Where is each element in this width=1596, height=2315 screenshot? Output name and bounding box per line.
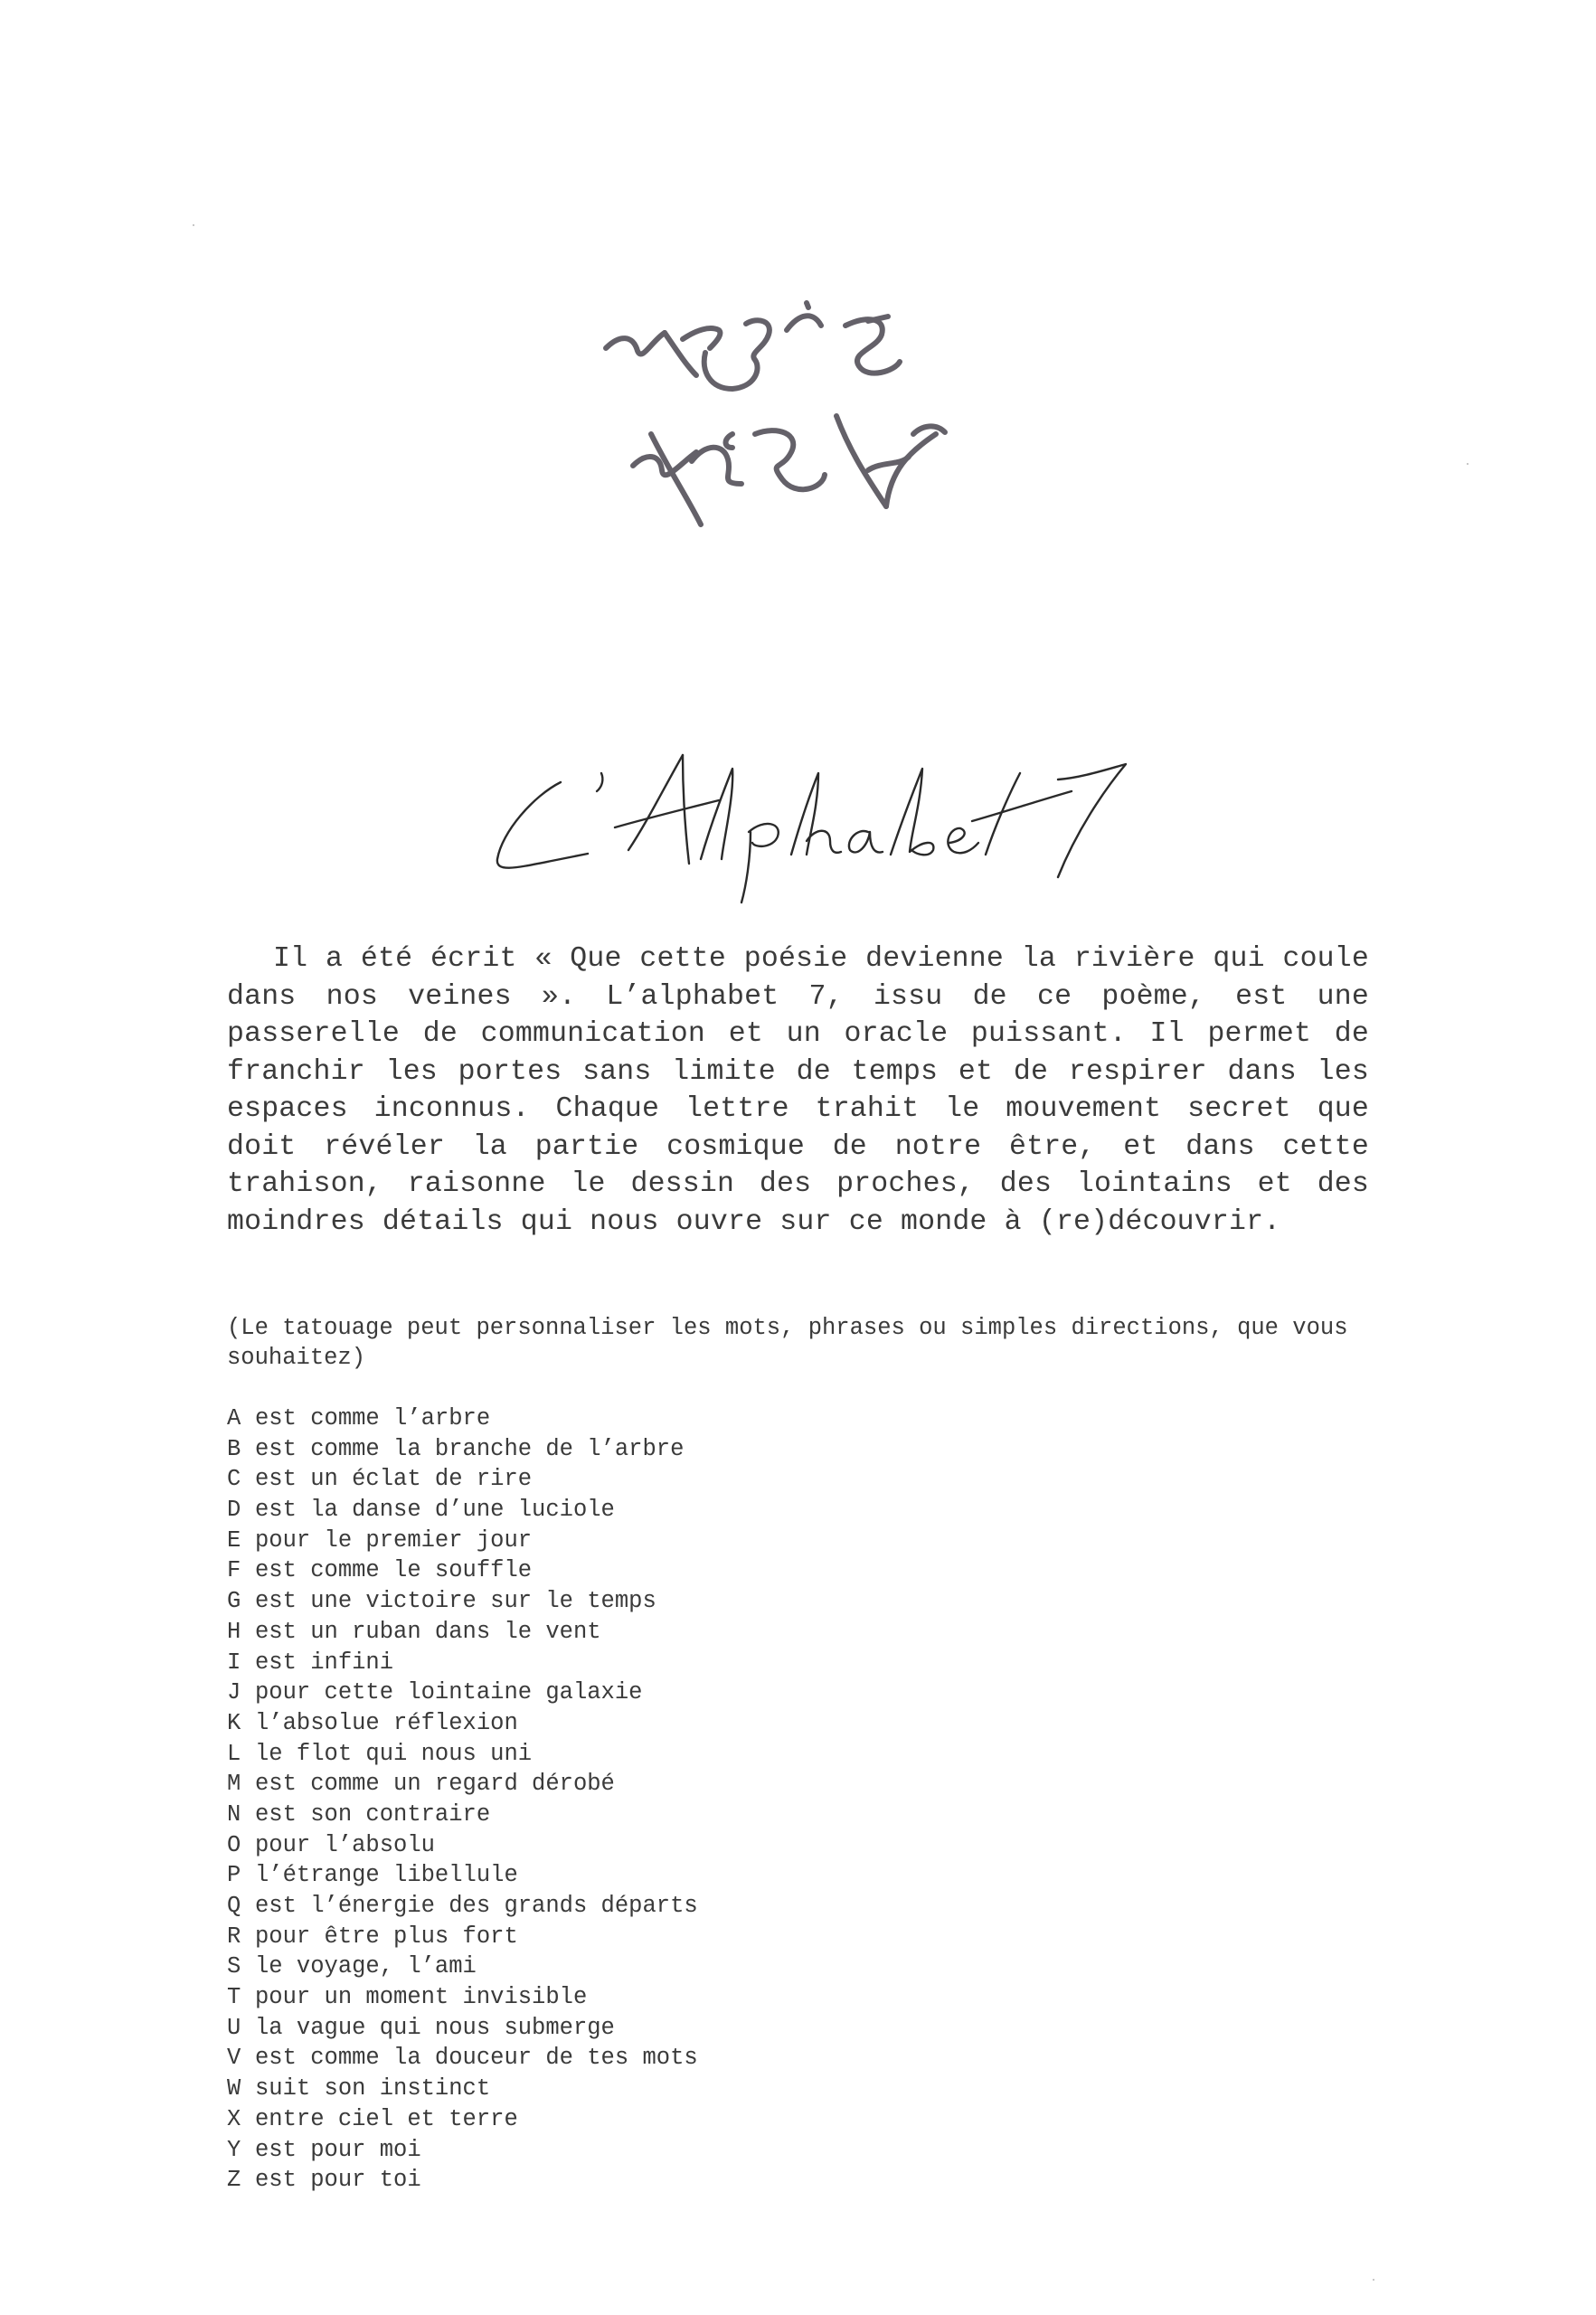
intro-paragraph: Il a été écrit « Que cette poésie devienne la rivière qui coule dans nos veines ». L’alphabet 7, issu de ce poème, est une passerelle de communication et un oracle puissant. Il permet de franchir les portes sans limite de temps et de respirer dans les espaces inconnus. Chaque lettre trahit le mouvement secret que doit révéler la partie cosmique de notre être, et dans cette trahison, raisonne le dessin des proches, des lointains et des moindres détails qui nous ouvre sur ce monde à (re)découvrir. (227, 943, 1369, 1238)
alphabet-entry (227, 1495, 698, 1526)
alphabet-letter: Y (227, 2136, 241, 2163)
alphabet-entry (227, 1434, 698, 1465)
alphabet-entry (227, 2104, 698, 2135)
alphabet-entry (227, 1860, 698, 1891)
alphabet-meaning: est la danse d’une luciole (255, 1497, 615, 1524)
alphabet-meaning: est un éclat de rire (255, 1466, 533, 1493)
alphabet-letter: K (227, 1709, 241, 1736)
alphabet-meaning: le voyage, l’ami (255, 1953, 477, 1980)
alphabet-entry (227, 2135, 698, 2166)
alphabet-letter: R (227, 1923, 241, 1950)
alphabet-entry (227, 1586, 698, 1617)
alphabet-list (227, 1403, 698, 2196)
alphabet-entry (227, 1648, 698, 1678)
alphabet-meaning: suit son instinct (255, 2075, 491, 2102)
alphabet-letter: Z (227, 2167, 241, 2194)
alphabet-letter: P (227, 1862, 241, 1889)
alphabet-letter: V (227, 2045, 241, 2072)
alphabet-entry (227, 1769, 698, 1800)
alphabet-letter: J (227, 1679, 241, 1706)
alphabet-letter: L (227, 1740, 241, 1767)
alphabet-letter: X (227, 2105, 241, 2132)
alphabet-meaning: est un ruban dans le vent (255, 1618, 601, 1645)
alphabet-letter: O (227, 1831, 241, 1858)
alphabet-meaning: est comme un regard dérobé (255, 1771, 615, 1798)
alphabet-meaning: est l’énergie des grands départs (255, 1893, 698, 1919)
alphabet-entry (227, 1891, 698, 1922)
alphabet-meaning: est pour toi (255, 2167, 421, 2194)
alphabet-entry (227, 1677, 698, 1708)
alphabet-entry (227, 1617, 698, 1648)
alphabet-letter: U (227, 2014, 241, 2041)
alphabet-letter: B (227, 1435, 241, 1462)
alphabet-meaning: pour l’absolu (255, 1831, 435, 1858)
alphabet-letter: N (227, 1800, 241, 1828)
paper-speck (1467, 463, 1469, 465)
alphabet-meaning: est comme la douceur de tes mots (255, 2045, 698, 2072)
alphabet-entry (227, 1922, 698, 1952)
alphabet-meaning: pour un moment invisible (255, 1984, 588, 2011)
alphabet-letter: T (227, 1984, 241, 2011)
alphabet-letter: F (227, 1557, 241, 1584)
alphabet-meaning: pour le premier jour (255, 1526, 533, 1554)
alphabet-meaning: le flot qui nous uni (255, 1740, 533, 1767)
alphabet-letter: H (227, 1618, 241, 1645)
alphabet-meaning: est infini (255, 1649, 394, 1676)
alphabet-letter: W (227, 2075, 241, 2102)
alphabet-entry (227, 1464, 698, 1495)
alphabet-entry (227, 2165, 698, 2196)
alphabet-entry (227, 2013, 698, 2044)
alphabet-letter: Q (227, 1893, 241, 1919)
alphabet-entry (227, 1403, 698, 1434)
alphabet-meaning: entre ciel et terre (255, 2105, 518, 2132)
alphabet-letter: I (227, 1649, 241, 1676)
alphabet-entry (227, 1982, 698, 2013)
alphabet-letter: M (227, 1771, 241, 1798)
alphabet-entry (227, 1800, 698, 1830)
alphabet-meaning: pour être plus fort (255, 1923, 518, 1950)
alphabet-entry (227, 1708, 698, 1739)
handwritten-glyphs-icon (597, 298, 977, 570)
tattoo-note: (Le tatouage peut personnaliser les mots, phrases ou simples directions, que vous souhaitez) (227, 1315, 1348, 1371)
alphabet-meaning: est une victoire sur le temps (255, 1588, 656, 1615)
alphabet-entry (227, 2043, 698, 2074)
alphabet-entry (227, 1951, 698, 1982)
alphabet-meaning: l’absolue réflexion (255, 1709, 518, 1736)
paper-speck (1373, 2279, 1374, 2281)
alphabet-entry (227, 2074, 698, 2104)
page-title (479, 742, 1130, 904)
alphabet-meaning: pour cette lointaine galaxie (255, 1679, 643, 1706)
alphabet-meaning: est son contraire (255, 1800, 491, 1828)
alphabet-letter: D (227, 1497, 241, 1524)
alphabet-meaning: la vague qui nous submerge (255, 2014, 615, 2041)
alphabet-letter: S (227, 1953, 241, 1980)
paper-speck (193, 224, 194, 226)
alphabet-entry (227, 1555, 698, 1586)
alphabet-entry (227, 1739, 698, 1770)
alphabet-meaning: est comme le souffle (255, 1557, 533, 1584)
alphabet-letter: A (227, 1405, 241, 1432)
alphabet-letter: C (227, 1466, 241, 1493)
alphabet-meaning: est pour moi (255, 2136, 421, 2163)
alphabet-entry (227, 1830, 698, 1861)
alphabet-meaning: est comme la branche de l’arbre (255, 1435, 685, 1462)
alphabet-meaning: est comme l’arbre (255, 1405, 491, 1432)
alphabet-letter: G (227, 1588, 241, 1615)
alphabet-letter: E (227, 1526, 241, 1554)
alphabet-meaning: l’étrange libellule (255, 1862, 518, 1889)
alphabet-entry (227, 1526, 698, 1556)
